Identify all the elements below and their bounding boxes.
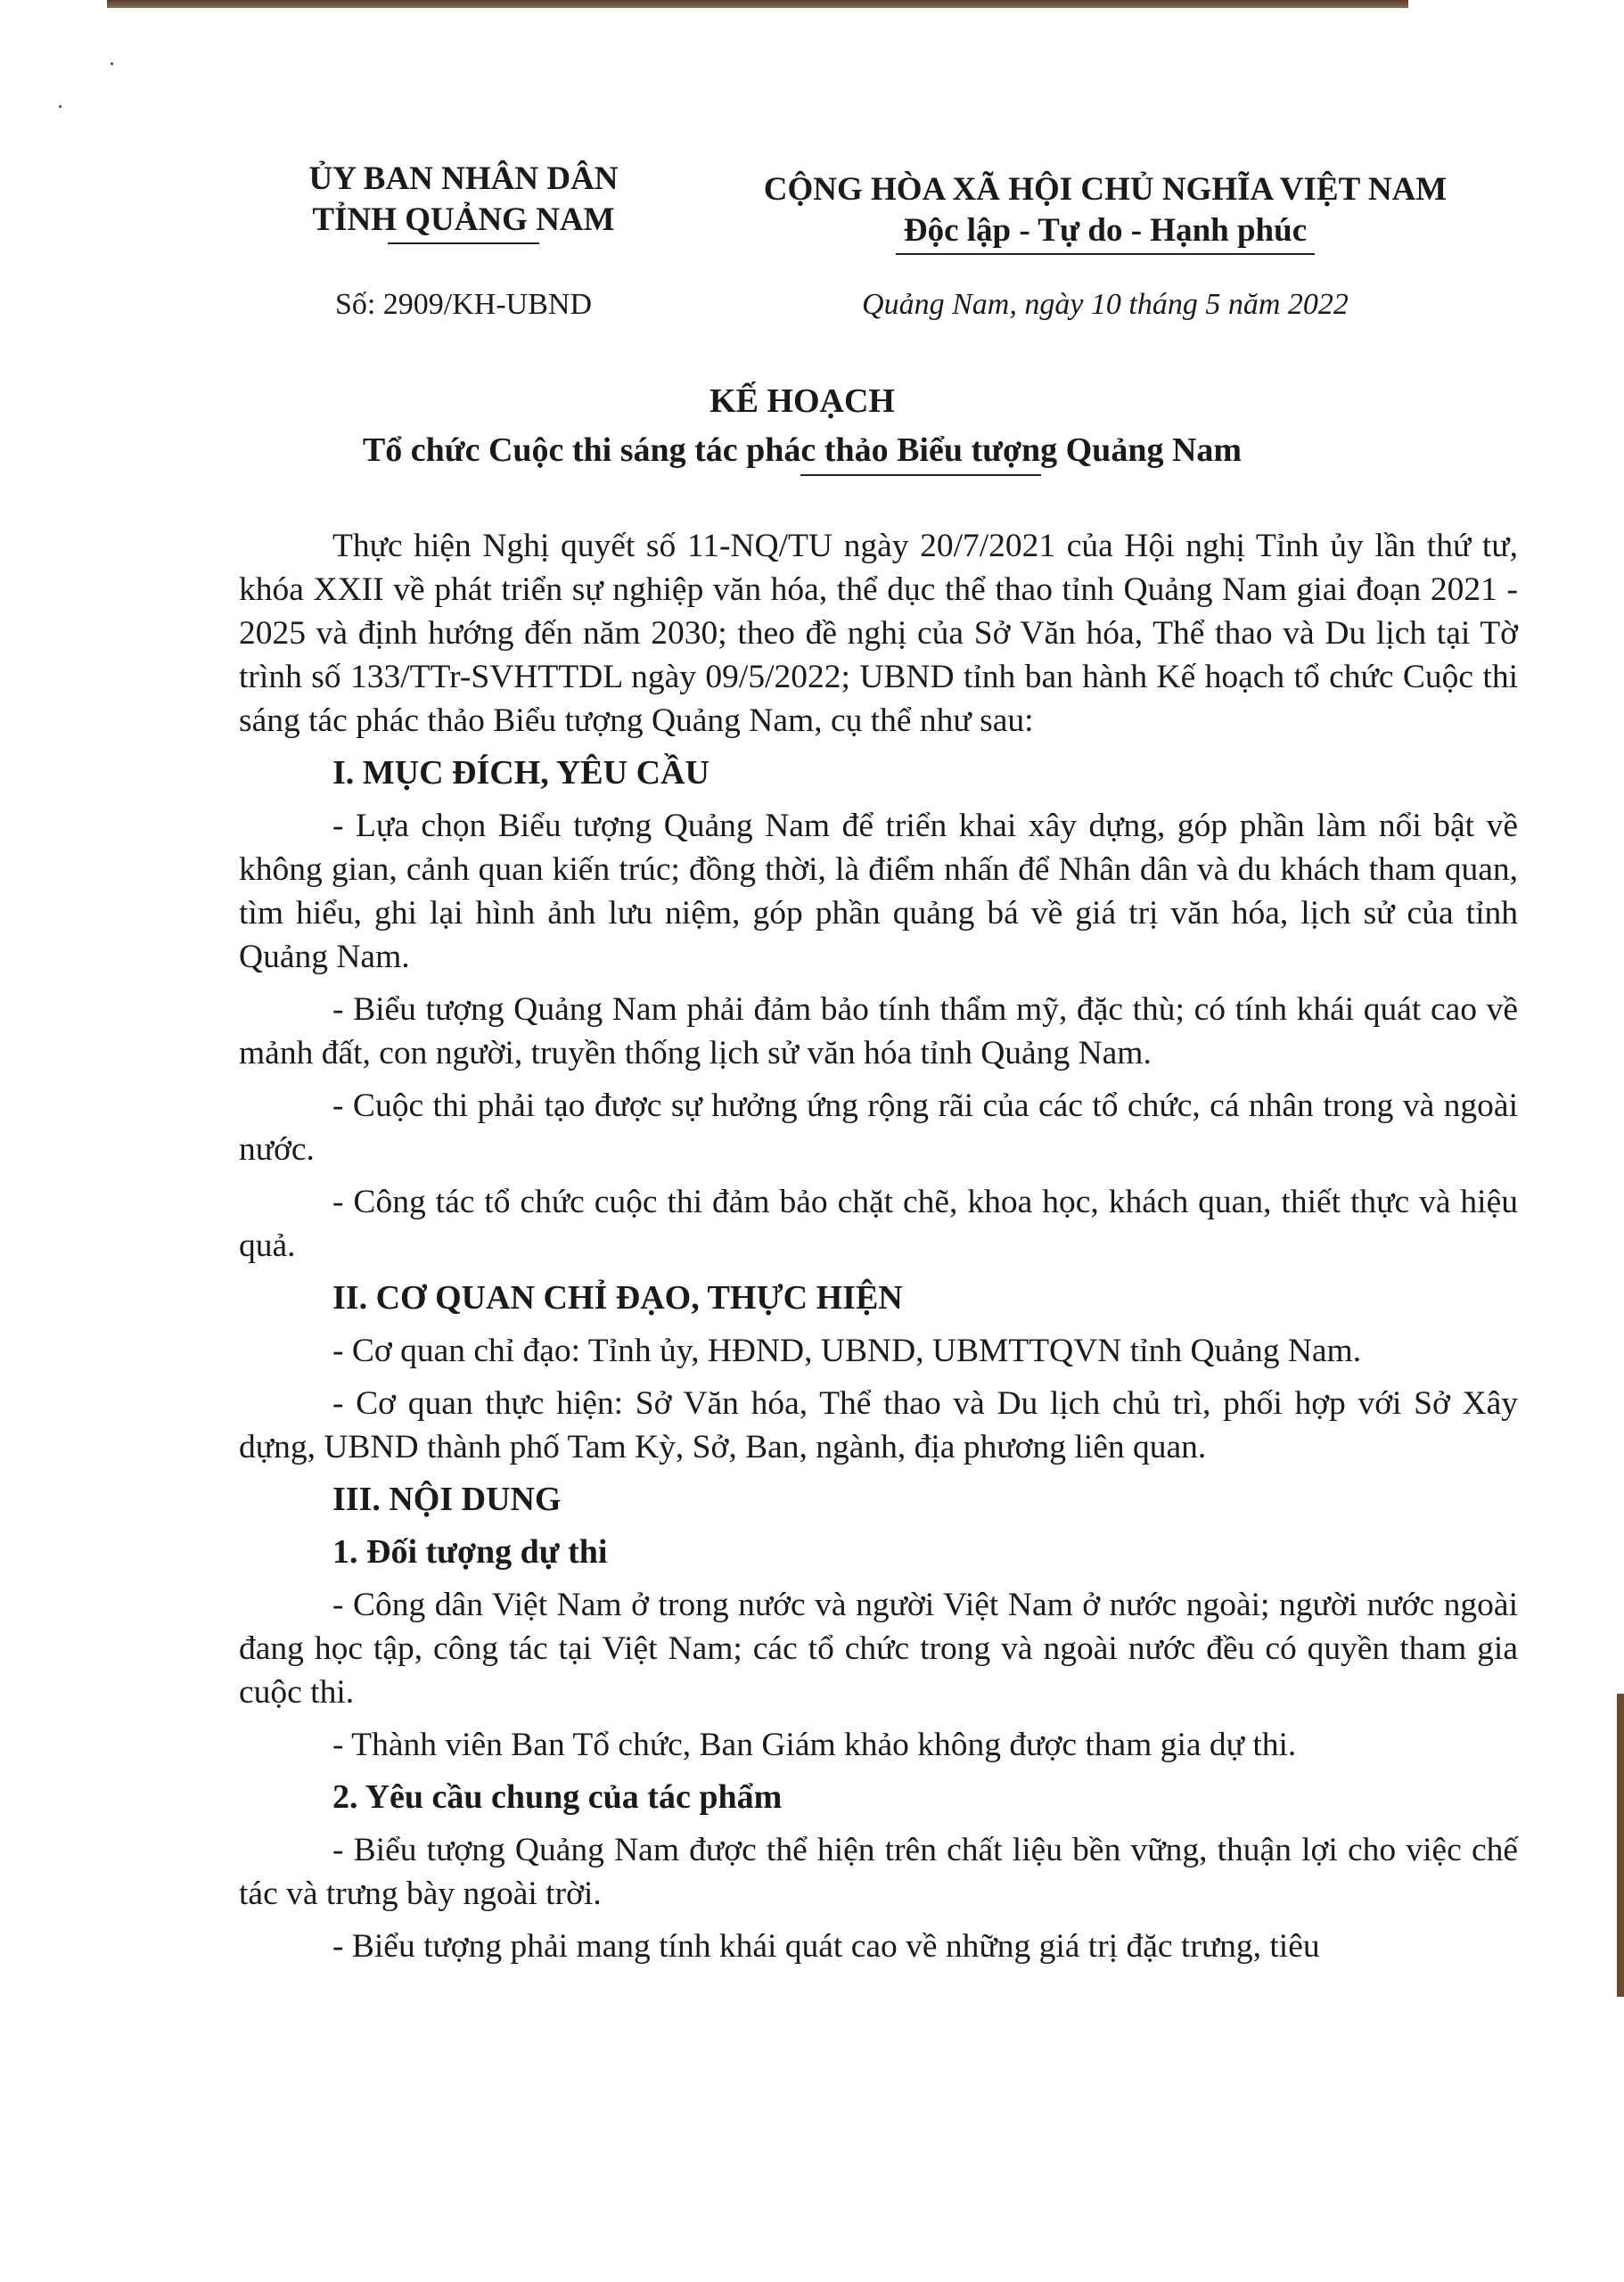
section-heading: I. MỤC ĐÍCH, YÊU CẦU xyxy=(332,754,709,792)
authority-line-2: TỈNH QUẢNG NAM xyxy=(312,201,615,238)
paragraph: - Công dân Việt Nam ở trong nước và người Việt Nam ở nước ngoài; người nước ngoài đang học tập, công tác tại Việt Nam; các tổ chức trong và ngoài nước đều có quyền tham gia cuộc thi. xyxy=(239,1587,1518,1711)
subtitle-underline xyxy=(800,474,1041,476)
document-title: KẾ HOẠCH xyxy=(709,382,895,420)
scan-top-edge xyxy=(107,0,1408,8)
intro-paragraph: Thực hiện Nghị quyết số 11-NQ/TU ngày 20/7/2021 của Hội nghị Tỉnh ủy lần thứ tư, khóa XXII về phát triển sự nghiệp văn hóa, thể dục thể thao tỉnh Quảng Nam giai đoạn 2021 - 2025 và định hướng đến năm 2030; theo đề nghị của Sở Văn hóa, Thể thao và Du lịch tại Tờ trình số 133/TTr-SVHTTDL ngày 09/5/2022; UBND tỉnh ban hành Kế hoạch tổ chức Cuộc thi sáng tác phác thảo Biểu tượng Quảng Nam, cụ thể như sau: xyxy=(239,528,1518,739)
scan-speck xyxy=(59,105,62,108)
paragraph: - Biểu tượng phải mang tính khái quát cao về những giá trị đặc trưng, tiêu xyxy=(332,1928,1320,1965)
authority-line-1: ỦY BAN NHÂN DÂN xyxy=(308,160,619,197)
document-body xyxy=(239,524,1518,1977)
authority-underline xyxy=(388,242,539,244)
section-heading: II. CƠ QUAN CHỈ ĐẠO, THỰC HIỆN xyxy=(332,1279,903,1317)
scan-speck xyxy=(111,62,113,65)
document-subtitle: Tổ chức Cuộc thi sáng tác phác thảo Biểu tượng Quảng Nam xyxy=(362,431,1243,469)
paragraph: - Cuộc thi phải tạo được sự hưởng ứng rộng rãi của các tổ chức, cá nhân trong và ngoài nước. xyxy=(239,1088,1518,1168)
national-heading xyxy=(731,169,1480,255)
issuing-authority xyxy=(267,159,660,244)
paragraph: - Công tác tổ chức cuộc thi đảm bảo chặt chẽ, khoa học, khách quan, thiết thực và hiệu quả. xyxy=(239,1184,1518,1264)
paragraph: - Thành viên Ban Tổ chức, Ban Giám khảo không được tham gia dự thi. xyxy=(332,1727,1297,1763)
scan-right-edge xyxy=(1617,1694,1624,1997)
subsection-heading: 1. Đối tượng dự thi xyxy=(332,1533,608,1571)
country-name: CỘNG HÒA XÃ HỘI CHỦ NGHĨA VIỆT NAM xyxy=(763,171,1448,208)
paragraph: - Biểu tượng Quảng Nam được thể hiện trên chất liệu bền vững, thuận lợi cho việc chế tác và trưng bày ngoài trời. xyxy=(239,1832,1518,1912)
national-motto: Độc lập - Tự do - Hạnh phúc xyxy=(903,212,1308,249)
motto-underline xyxy=(896,253,1315,255)
paragraph: - Lựa chọn Biểu tượng Quảng Nam để triển khai xây dựng, góp phần làm nổi bật về không gian, cảnh quan kiến trúc; đồng thời, là điểm nhấn để Nhân dân và du khách tham quan, tìm hiểu, ghi lại hình ảnh lưu niệm, góp phần quảng bá về giá trị văn hóa, lịch sử của tỉnh Quảng Nam. xyxy=(239,808,1518,975)
paragraph: - Cơ quan thực hiện: Sở Văn hóa, Thể thao và Du lịch chủ trì, phối hợp với Sở Xây dựng, UBND thành phố Tam Kỳ, Sở, Ban, ngành, địa phương liên quan. xyxy=(239,1385,1518,1465)
subsection-heading: 2. Yêu cầu chung của tác phẩm xyxy=(332,1778,783,1816)
section-heading: III. NỘI DUNG xyxy=(332,1481,562,1518)
document-number: Số: 2909/KH-UBND xyxy=(334,288,593,321)
paragraph: - Cơ quan chỉ đạo: Tỉnh ủy, HĐND, UBND, UBMTTQVN tỉnh Quảng Nam. xyxy=(332,1333,1362,1369)
place-and-date: Quảng Nam, ngày 10 tháng 5 năm 2022 xyxy=(862,288,1349,321)
paragraph: - Biểu tượng Quảng Nam phải đảm bảo tính thẩm mỹ, đặc thù; có tính khái quát cao về mảnh đất, con người, truyền thống lịch sử văn hóa tỉnh Quảng Nam. xyxy=(239,991,1518,1071)
